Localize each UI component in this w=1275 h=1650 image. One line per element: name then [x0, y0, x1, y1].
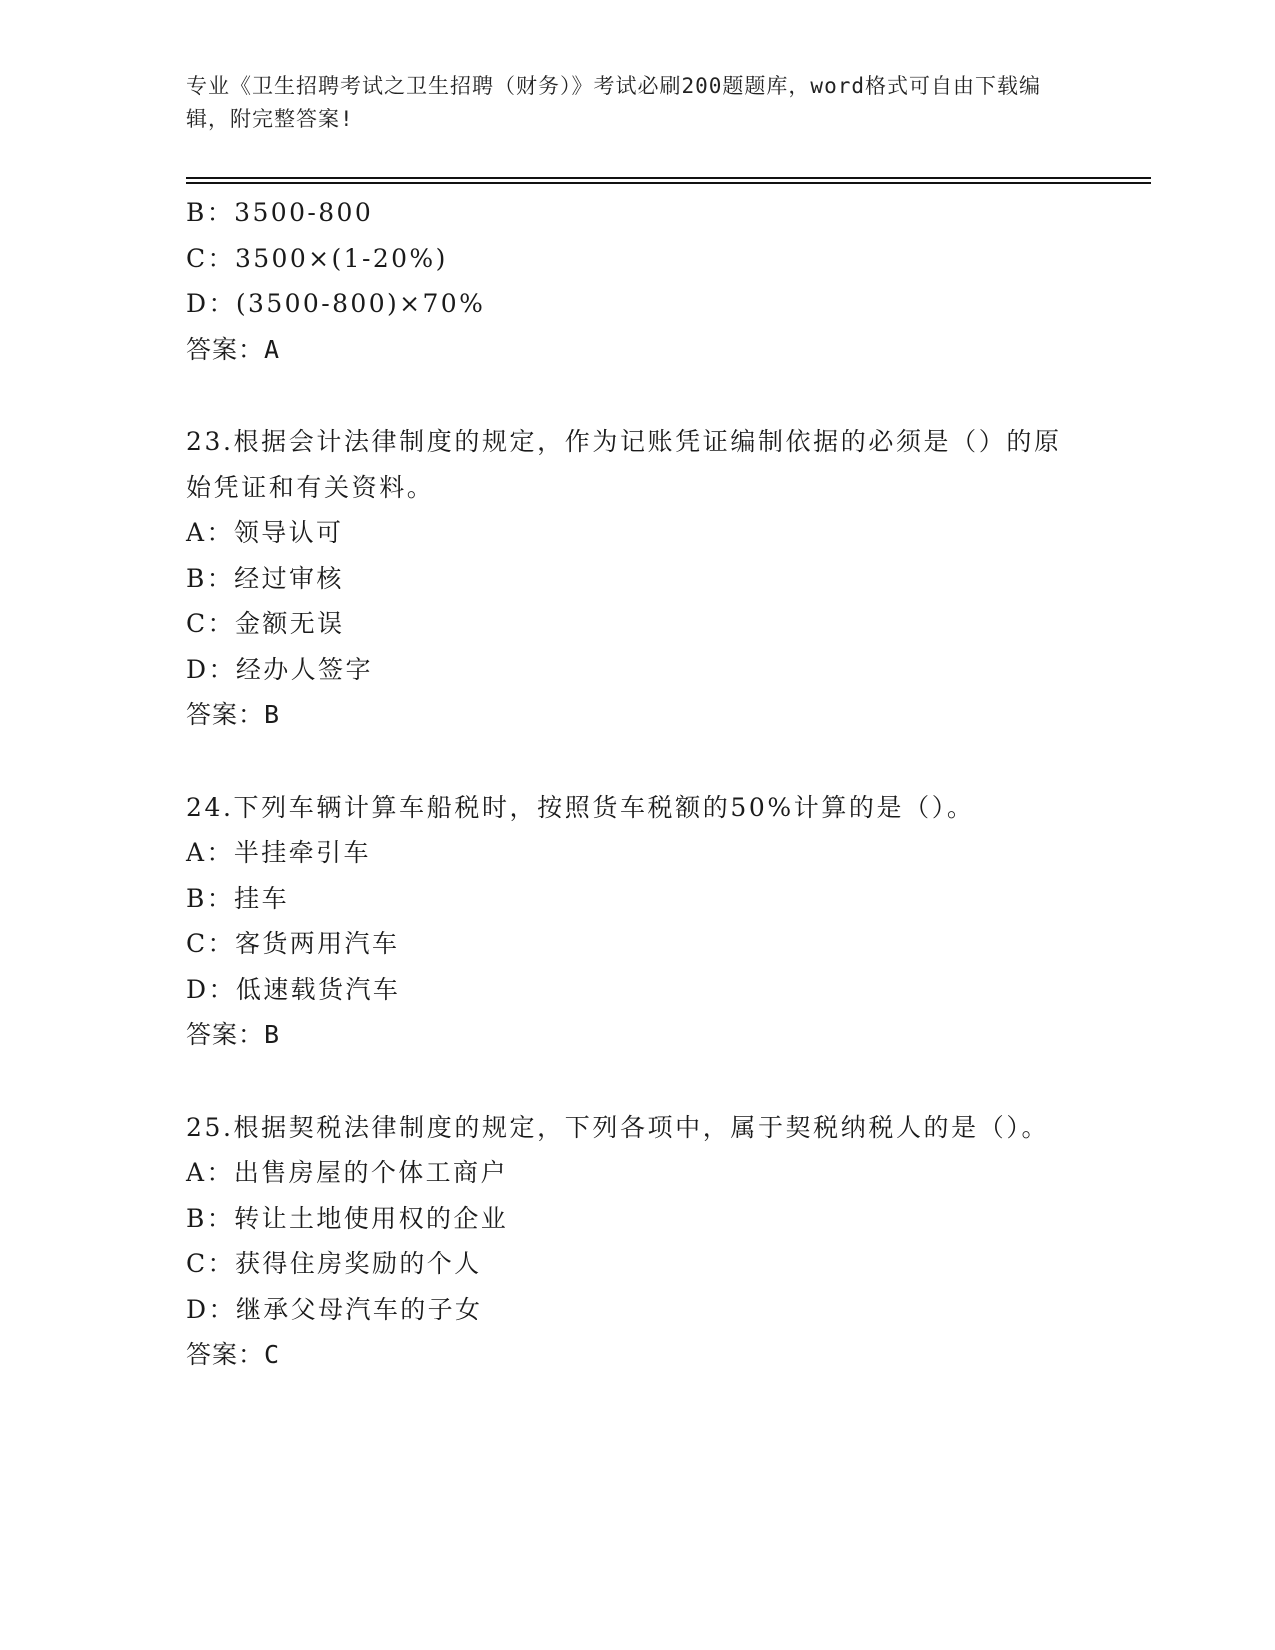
option-text: 挂车 — [234, 883, 289, 913]
option-b — [186, 1196, 1086, 1242]
option-label: A： — [186, 518, 234, 547]
option-text: (3500-800)×70% — [235, 289, 486, 318]
option-text: 半挂牵引车 — [233, 838, 371, 867]
option-text: 领导认可 — [233, 518, 344, 547]
option-text: 客货两用汽车 — [234, 929, 400, 958]
answer-line: 答案：B — [186, 1020, 281, 1049]
option-c — [186, 601, 1086, 647]
option-label: C： — [186, 1249, 235, 1278]
header-rule-thin — [186, 182, 1151, 184]
option-label: A： — [186, 838, 234, 867]
option-label: B： — [186, 1203, 235, 1233]
question-stem: 25.根据契税法律制度的规定，下列各项中，属于契税纳税人的是（）。 — [186, 1112, 1050, 1142]
option-text: 获得住房奖励的个人 — [234, 1249, 482, 1278]
answer-line: 答案：C — [186, 1340, 281, 1369]
question-23 — [186, 419, 1086, 738]
option-label: B： — [186, 883, 235, 913]
option-label: B： — [186, 198, 235, 227]
option-c — [186, 921, 1086, 967]
option-b — [186, 876, 1086, 922]
question-25 — [186, 1105, 1086, 1378]
option-label: D： — [186, 654, 236, 684]
option-text: 转让土地使用权的企业 — [234, 1203, 509, 1233]
question-stem: 24.下列车辆计算车船税时，按照货车税额的50%计算的是（）。 — [186, 792, 975, 822]
document-header: 专业《卫生招聘考试之卫生招聘（财务）》考试必刷200题题库，word格式可自由下载编辑，附完整答案! — [186, 74, 1041, 131]
option-d — [186, 281, 1086, 327]
option-label: D： — [186, 1294, 236, 1324]
option-text: 出售房屋的个体工商户 — [233, 1158, 508, 1187]
option-label: C： — [186, 929, 235, 958]
option-text: 经过审核 — [234, 563, 344, 593]
option-text: 3500-800 — [234, 198, 374, 227]
option-label: D： — [186, 974, 236, 1004]
option-d — [186, 967, 1086, 1013]
document-body — [186, 190, 1086, 1378]
previous-question-tail — [186, 190, 1086, 372]
option-label: D： — [186, 289, 236, 318]
question-stem: 23.根据会计法律制度的规定，作为记账凭证编制依据的必须是（）的原始凭证和有关资料。 — [186, 427, 1062, 502]
question-24 — [186, 785, 1086, 1058]
answer-line: 答案：B — [186, 700, 281, 729]
option-text: 经办人签字 — [235, 654, 373, 684]
option-text: 低速载货汽车 — [235, 974, 401, 1004]
option-text: 金额无误 — [234, 609, 345, 638]
option-b — [186, 190, 1086, 236]
header-rule-thick — [186, 177, 1151, 179]
option-d — [186, 647, 1086, 693]
option-a — [186, 830, 1086, 876]
option-label: C： — [186, 243, 235, 273]
option-label: C： — [186, 609, 235, 638]
option-text: 3500×(1-20%) — [234, 243, 448, 273]
option-text: 继承父母汽车的子女 — [235, 1294, 483, 1324]
answer-line: 答案：A — [186, 334, 281, 364]
option-a — [186, 1150, 1086, 1196]
option-c — [186, 236, 1086, 282]
option-label: B： — [186, 563, 235, 593]
option-b — [186, 556, 1086, 602]
option-c — [186, 1241, 1086, 1287]
option-a — [186, 510, 1086, 556]
option-d — [186, 1287, 1086, 1333]
option-label: A： — [186, 1158, 234, 1187]
